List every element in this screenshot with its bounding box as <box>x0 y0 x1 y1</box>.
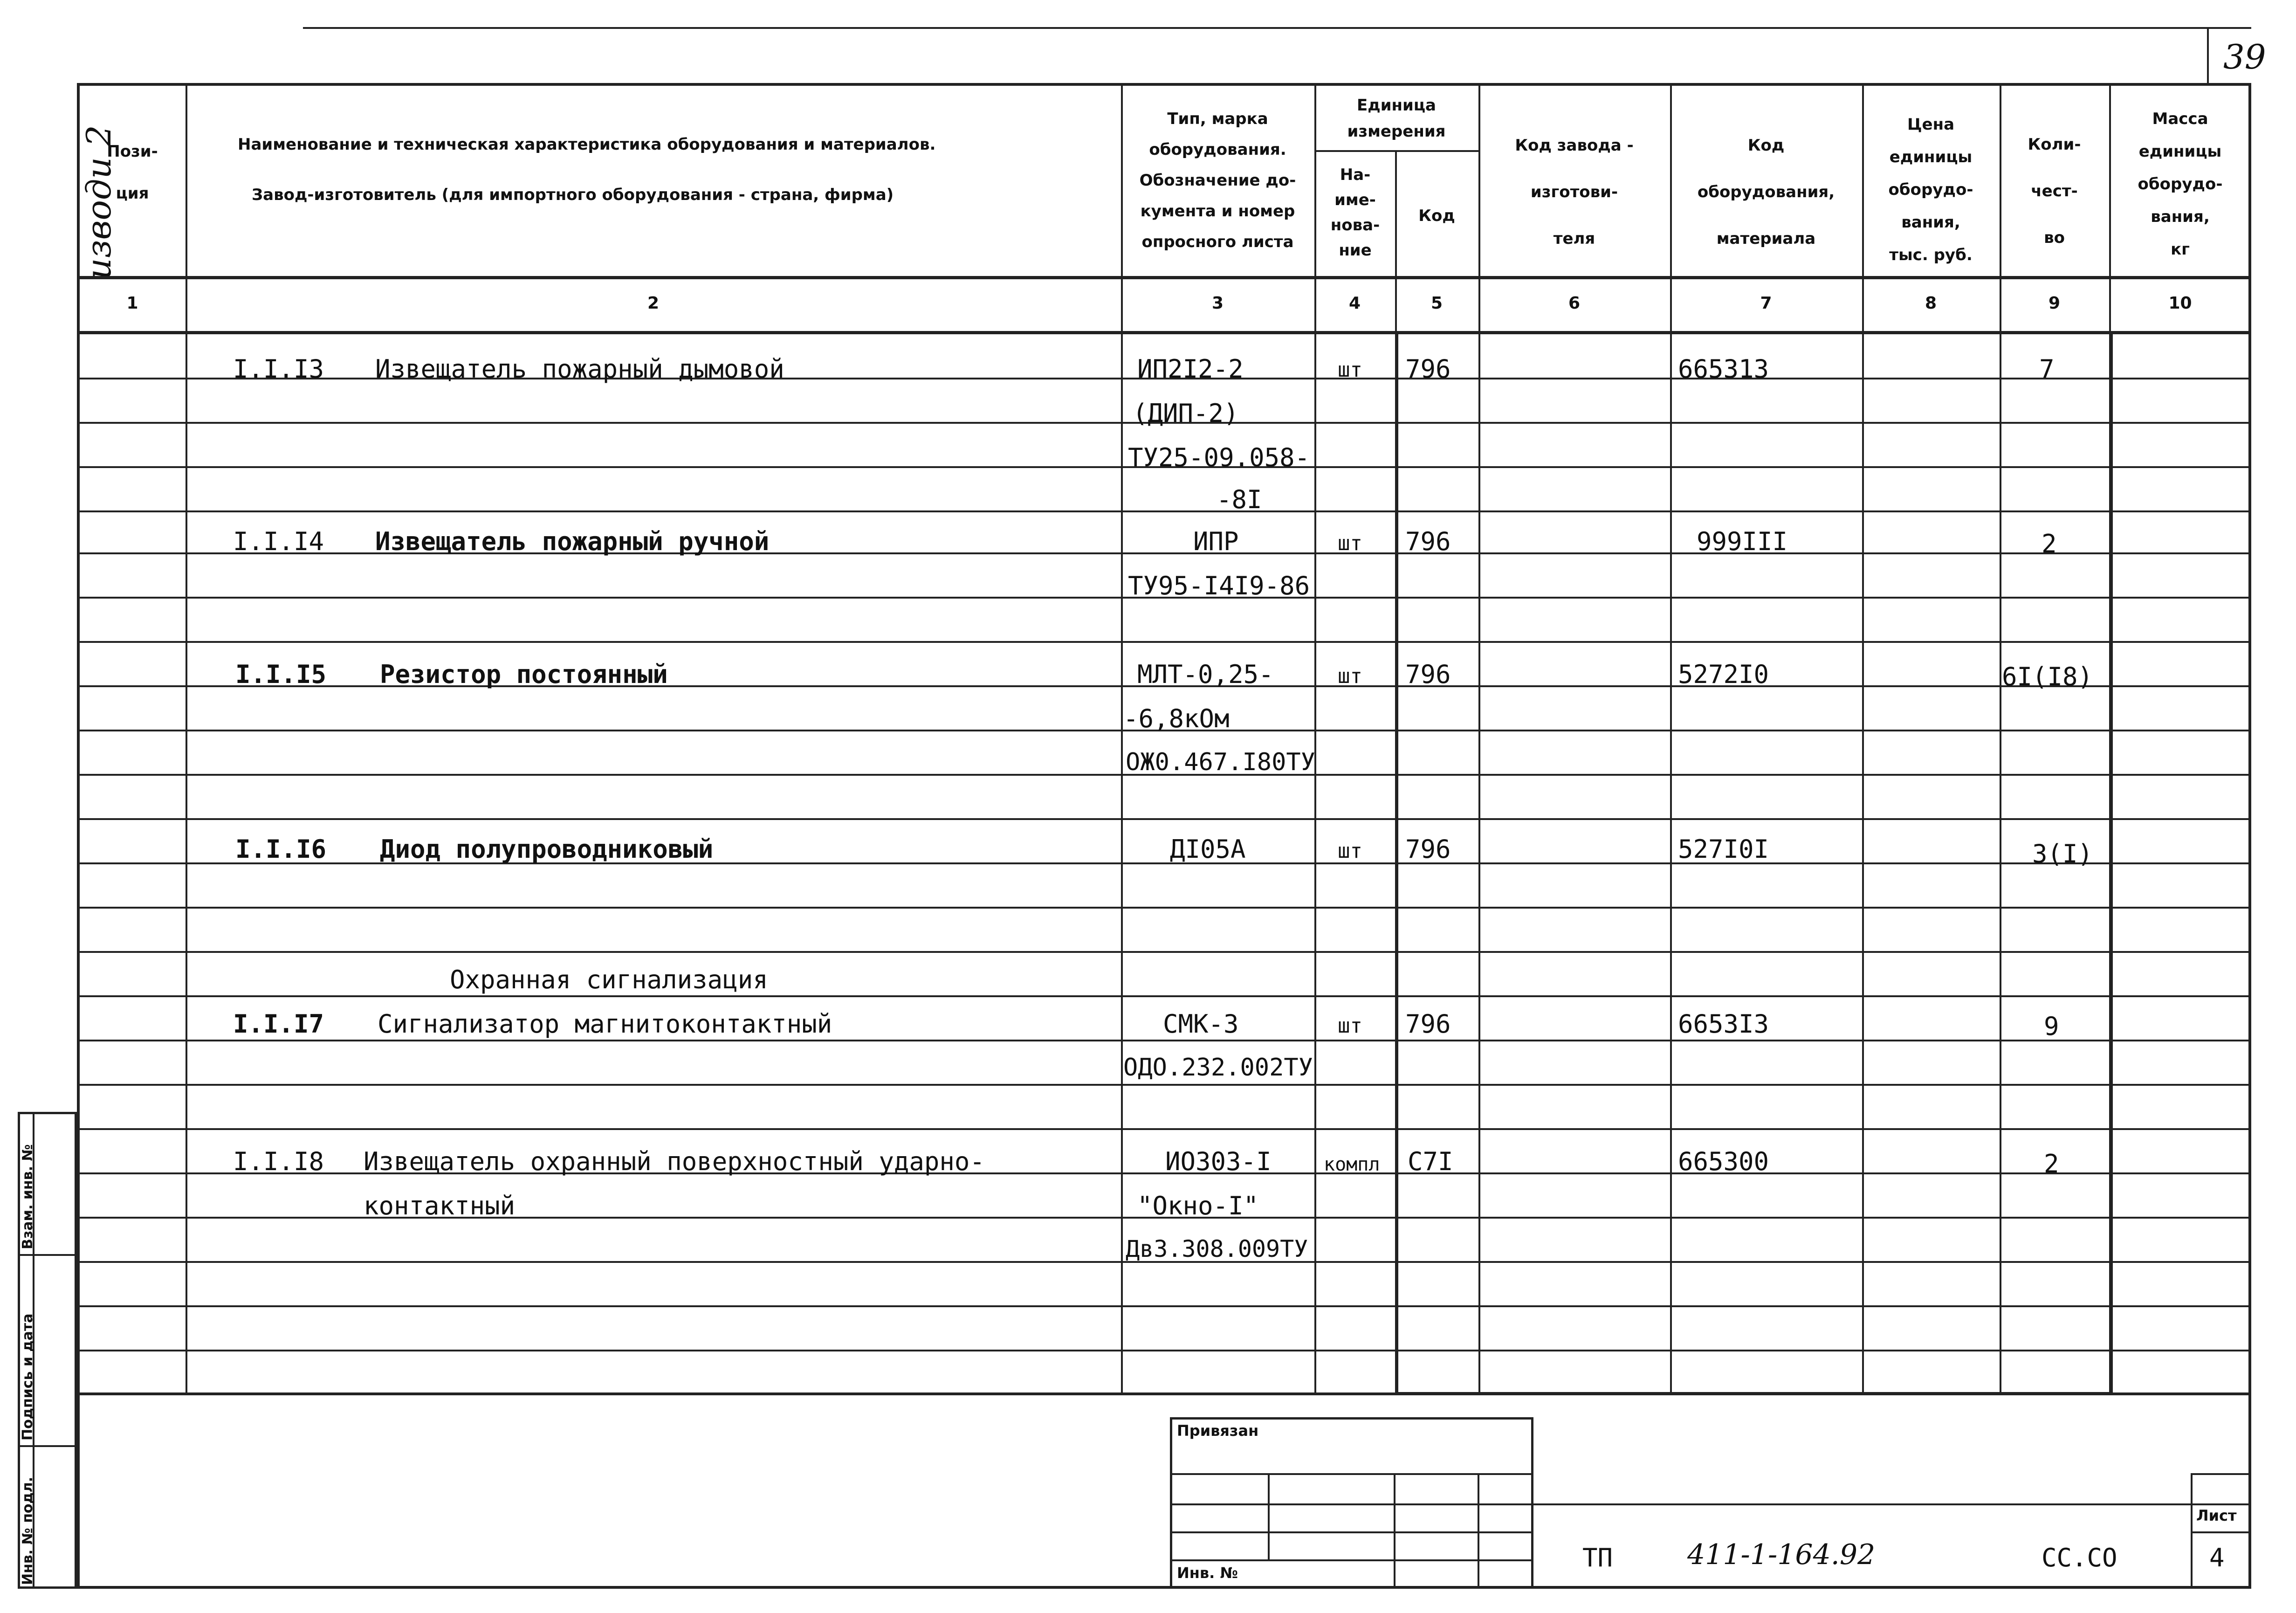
row-position: I.I.I4 <box>233 527 324 556</box>
row-equipment-code: 999III <box>1697 527 1788 556</box>
row-equipment-code: 665313 <box>1678 354 1769 384</box>
colnum-8: 8 <box>1925 294 1937 313</box>
inv-label: Инв. № <box>1177 1564 1238 1582</box>
colnum-4: 4 <box>1348 294 1361 313</box>
row-position: I.I.I7 <box>233 1009 324 1039</box>
bound-label: Привязан <box>1177 1422 1259 1440</box>
row-name-cont: контактный <box>364 1191 516 1220</box>
sheet-box-left <box>2191 1473 2193 1589</box>
row-type-line: ТУ25-09.058- <box>1128 443 1310 472</box>
tp-label: ТП <box>1582 1543 1613 1572</box>
row-name: Сигнализатор магнитоконтактный <box>378 1009 832 1039</box>
header-mass: Масса единицы оборудо- вания, кг <box>2138 110 2223 259</box>
row-unit: шт <box>1338 358 1362 382</box>
row-type-line: Дв3.308.009ТУ <box>1126 1235 1308 1262</box>
sheet-corner-number: 39 <box>2223 37 2266 76</box>
row-type-line: ИПР <box>1193 527 1239 556</box>
stamp-label-inv-podl: Инв. № подл. <box>20 1476 36 1585</box>
row-name: Извещатель пожарный дымовой <box>375 354 784 384</box>
sheet-box-mid <box>2191 1531 2251 1533</box>
colnum-6: 6 <box>1568 294 1581 313</box>
doc-code: СС.СО <box>2042 1543 2117 1572</box>
section-title: Охранная сигнализация <box>450 965 768 994</box>
row-type-line: МЛТ-0,25- <box>1137 660 1274 689</box>
row-unit-code: C7I <box>1408 1147 1453 1176</box>
sheet-label: Лист <box>2196 1507 2237 1524</box>
row-type-line: ИО303-I <box>1165 1147 1272 1176</box>
title-top-rule <box>1533 1503 2251 1505</box>
row-type-line: ИП2I2-2 <box>1137 354 1244 384</box>
row-position: I.I.I6 <box>235 834 327 864</box>
row-unit-code: 796 <box>1405 660 1451 689</box>
row-name: Диод полупроводниковый <box>380 834 714 864</box>
row-quantity: 3(I) <box>2032 839 2093 869</box>
colnum-1: 1 <box>126 294 138 313</box>
sheet-number: 4 <box>2209 1543 2225 1572</box>
row-unit-code: 796 <box>1405 1009 1451 1039</box>
row-type-line: -8I <box>1217 485 1262 514</box>
row-type-line: ОЖ0.467.I80ТУ <box>1126 748 1315 776</box>
row-type-line: "Окно-I" <box>1137 1191 1259 1220</box>
row-unit-code: 796 <box>1405 354 1451 384</box>
bottom-frame <box>77 1395 2251 1589</box>
row-type-line: ОДО.232.002ТУ <box>1123 1054 1313 1082</box>
row-quantity: 9 <box>2044 1012 2059 1041</box>
col-line-2 <box>1121 83 1123 1395</box>
left-margin-rule-2 <box>18 1445 77 1447</box>
row-unit: шт <box>1338 1014 1362 1038</box>
row-quantity: 2 <box>2044 1149 2059 1179</box>
col-line-3 <box>1314 83 1316 1395</box>
header-equipment-code: Код оборудования, материала <box>1697 136 1835 248</box>
row-unit: шт <box>1338 839 1362 863</box>
row-position: I.I.I8 <box>233 1147 324 1176</box>
colnum-7: 7 <box>1760 294 1772 313</box>
header-unit-code: Код <box>1418 207 1455 225</box>
header-name-line1: Наименование и техническая характеристика оборудования и материалов. <box>238 135 936 154</box>
row-unit-code: 796 <box>1405 834 1451 864</box>
header-price: Цена единицы оборудо- вания, тыс. руб. <box>1888 115 1973 264</box>
row-quantity: 7 <box>2039 354 2055 384</box>
side-handwritten-note: изводи 2 <box>79 125 118 280</box>
colnum-2: 2 <box>647 294 660 313</box>
left-margin-rule-1 <box>18 1254 77 1256</box>
row-unit: шт <box>1338 664 1362 688</box>
bound-col-1 <box>1268 1473 1270 1559</box>
header-position: Пози- ция <box>107 142 158 203</box>
bound-col-3 <box>1478 1473 1479 1589</box>
doc-number: 411-1-164.92 <box>1687 1538 1876 1571</box>
row-type-line: -6,8кОм <box>1123 704 1230 733</box>
row-unit-code: 796 <box>1405 527 1451 556</box>
colnum-10: 10 <box>2168 294 2192 313</box>
header-type: Тип, марка оборудования. Обозначение до- кумента и номер опросного листа <box>1139 110 1296 251</box>
colnum-3: 3 <box>1211 294 1224 313</box>
row-name: Резистор постоянный <box>380 660 668 689</box>
row-quantity: 6I(I8) <box>2002 662 2093 691</box>
corner-box-left <box>2207 27 2209 83</box>
row-name: Извещатель пожарный ручной <box>375 527 770 556</box>
row-equipment-code: 665300 <box>1678 1147 1769 1176</box>
unit-group-rule <box>1315 150 1478 152</box>
header-bottom-rule <box>77 276 2251 279</box>
top-rule <box>303 27 2251 29</box>
colnum-5: 5 <box>1430 294 1443 313</box>
stamp-label-signature: Подпись и дата <box>20 1313 36 1441</box>
row-position: I.I.I3 <box>233 354 324 384</box>
row-type-line: СМК-3 <box>1163 1009 1239 1039</box>
stamp-label-vzam: Взам. инв. № <box>20 1144 36 1249</box>
header-unit-group: Единица измерения <box>1347 96 1446 141</box>
row-type-line: ТУ95-I4I9-86 <box>1128 571 1310 600</box>
row-position: I.I.I5 <box>235 660 327 689</box>
header-quantity: Коли- чест- во <box>2028 135 2081 247</box>
row-type-line: (ДИП-2) <box>1133 399 1239 428</box>
row-type-line: ДI05А <box>1170 834 1246 864</box>
sheet-box-top <box>2191 1473 2251 1475</box>
bound-col-2 <box>1394 1473 1395 1589</box>
row-name: Извещатель охранный поверхностный ударно- <box>364 1147 985 1176</box>
header-name-line2: Завод-изготовитель (для импортного оборудования - страна, фирма) <box>252 186 894 204</box>
row-equipment-code: 527I0I <box>1678 834 1769 864</box>
row-quantity: 2 <box>2042 529 2057 558</box>
colnum-9: 9 <box>2048 294 2061 313</box>
header-plant-code: Код завода - изготови- теля <box>1515 136 1634 248</box>
row-equipment-code: 6653I3 <box>1678 1009 1769 1039</box>
col-line-1 <box>186 83 187 1395</box>
row-unit: шт <box>1338 531 1362 555</box>
row-equipment-code: 5272I0 <box>1678 660 1769 689</box>
header-unit-name: На- име- нова- ние <box>1330 165 1380 260</box>
row-unit: компл <box>1324 1154 1380 1175</box>
